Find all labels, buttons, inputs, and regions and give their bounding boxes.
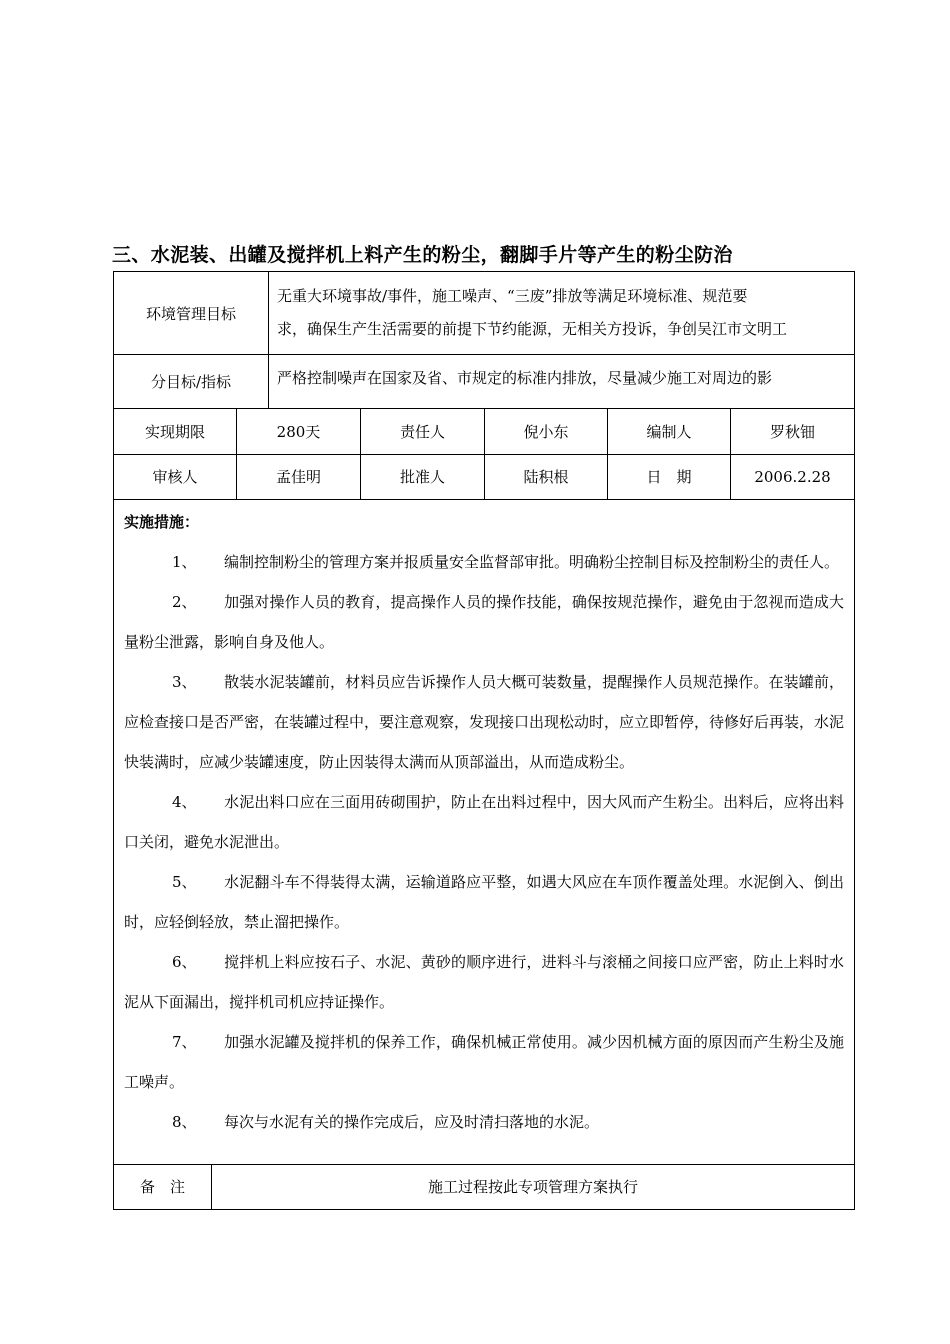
measure-number: 3、: [172, 673, 197, 691]
remark-text: 施工过程按此专项管理方案执行: [427, 1178, 638, 1196]
sub-goal-text: [269, 362, 854, 402]
author-label: 编制人: [646, 422, 692, 441]
measure-number: 7、: [172, 1033, 197, 1051]
measure-number: 2、: [172, 593, 197, 611]
reviewer-label: 审核人: [152, 468, 198, 486]
measures-section: [114, 500, 854, 1164]
measure-item: [124, 942, 844, 1022]
date-value: 2006.2.28: [754, 467, 831, 486]
measure-item: [124, 582, 844, 662]
measure-item: [124, 862, 844, 942]
date-label: 日 期: [646, 468, 692, 486]
remark-label: 备 注: [139, 1178, 185, 1196]
measure-item: [124, 1022, 844, 1102]
env-goal-line: 求，确保生产生活需要的前提下节约能源，无相关方投诉，争创吴江市文明工: [277, 320, 788, 338]
approver-value: 陆积根: [523, 468, 569, 486]
env-goal-label: 环境管理目标: [145, 304, 236, 323]
measure-text: 散装水泥装罐前，材料员应告诉操作人员大概可装数量，提醒操作人员规范操作。在装罐前，应检查接口是否严密，在装罐过程中，要注意观察，发现接口出现松动时，应立即暂停，待修好后再装，水泥快装满时，应减少装罐速度，防止因装得太满而从顶部溢出，从而造成粉尘。: [124, 673, 845, 771]
owner-value: 倪小东: [523, 422, 569, 441]
env-goal-line: 无重大环境事故/事件，施工噪声、“三废”排放等满足环境标准、规范要: [277, 287, 748, 305]
section-title: 三、水泥装、出罐及搅拌机上料产生的粉尘，翻脚手片等产生的粉尘防治: [112, 244, 733, 266]
measure-text: 水泥翻斗车不得装得太满，运输道路应平整，如遇大风应在车顶作覆盖处理。水泥倒入、倒出时，应轻倒轻放，禁止溜把操作。: [124, 873, 844, 931]
sub-goal-label: 分目标/指标: [150, 372, 232, 391]
management-plan-table: [113, 271, 855, 1210]
measure-item: [124, 662, 844, 782]
period-label: 实现期限: [144, 422, 205, 441]
measure-text: 编制控制粉尘的管理方案并报质量安全监督部审批。明确粉尘控制目标及控制粉尘的责任人。: [224, 553, 840, 571]
measure-text: 搅拌机上料应按石子、水泥、黄砂的顺序进行，进料斗与滚桶之间接口应严密，防止上料时水泥从下面漏出，搅拌机司机应持证操作。: [124, 953, 844, 1011]
measure-number: 1、: [172, 553, 197, 571]
sub-goal-line: 严格控制噪声在国家及省、市规定的标准内排放，尽量减少施工对周边的影: [277, 369, 773, 387]
measure-item: [124, 542, 844, 582]
measure-number: 4、: [172, 793, 197, 811]
author-value: 罗秋钿: [769, 422, 815, 441]
env-goal-text: [269, 280, 854, 354]
measure-text: 加强水泥罐及搅拌机的保养工作，确保机械正常使用。减少因机械方面的原因而产生粉尘及施工噪声。: [124, 1033, 844, 1091]
measure-text: 每次与水泥有关的操作完成后，应及时清扫落地的水泥。: [224, 1113, 600, 1131]
measure-number: 5、: [172, 873, 197, 891]
owner-label: 责任人: [399, 422, 445, 441]
approver-label: 批准人: [399, 468, 445, 486]
measure-text: 加强对操作人员的教育，提高操作人员的操作技能，确保按规范操作，避免由于忽视而造成大量粉尘泄露，影响自身及他人。: [124, 593, 844, 651]
measure-text: 水泥出料口应在三面用砖砌围护，防止在出料过程中，因大风而产生粉尘。出料后，应将出料口关闭，避免水泥泄出。: [124, 793, 844, 851]
measure-item: [124, 1102, 844, 1142]
measure-number: 8、: [172, 1113, 197, 1131]
reviewer-value: 孟佳明: [275, 468, 321, 486]
period-value: 280天: [276, 422, 321, 441]
measures-heading: 实施措施：: [124, 513, 200, 531]
measure-number: 6、: [172, 953, 197, 971]
measure-item: [124, 782, 844, 862]
